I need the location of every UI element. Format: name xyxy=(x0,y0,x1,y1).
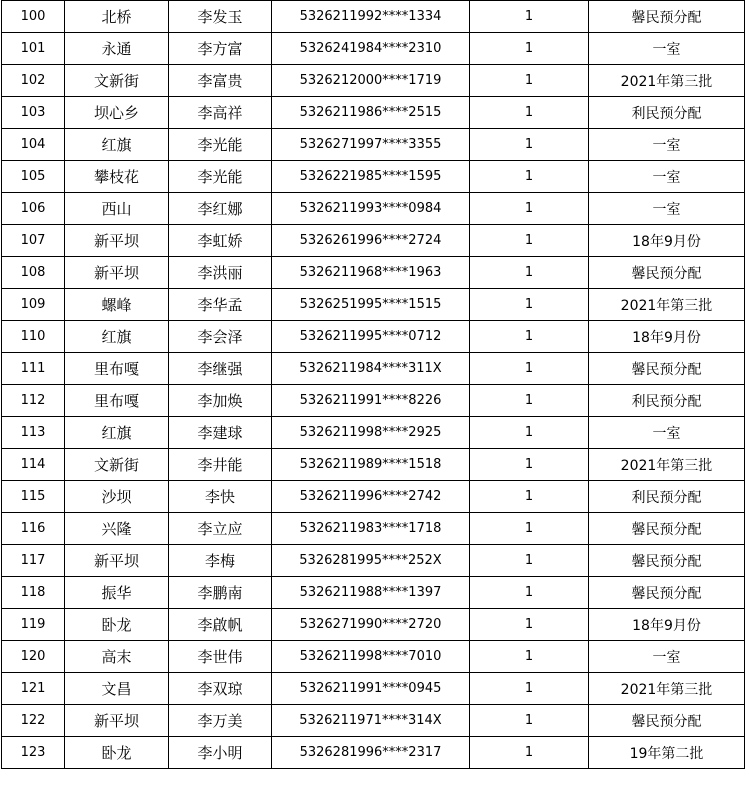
note-cell: 18年9月份 xyxy=(589,321,745,353)
note-cell: 18年9月份 xyxy=(589,609,745,641)
table-row xyxy=(2,33,745,65)
row-number: 108 xyxy=(2,257,65,289)
quantity-cell: 1 xyxy=(470,65,589,97)
table-row xyxy=(2,449,745,481)
quantity-cell: 1 xyxy=(470,481,589,513)
id-number-cell: 5326211988****1397 xyxy=(272,577,470,609)
person-name-cell: 李井能 xyxy=(169,449,272,481)
table-row xyxy=(2,673,745,705)
note-cell: 馨民预分配 xyxy=(589,705,745,737)
table-row xyxy=(2,705,745,737)
quantity-cell: 1 xyxy=(470,1,589,33)
id-number-cell: 5326281996****2317 xyxy=(272,737,470,769)
area-cell: 沙坝 xyxy=(65,481,169,513)
id-number-cell: 5326211971****314X xyxy=(272,705,470,737)
person-name-cell: 李建球 xyxy=(169,417,272,449)
note-cell: 2021年第三批 xyxy=(589,449,745,481)
note-cell: 馨民预分配 xyxy=(589,1,745,33)
area-cell: 坝心乡 xyxy=(65,97,169,129)
person-name-cell: 李快 xyxy=(169,481,272,513)
person-name-cell: 李双琼 xyxy=(169,673,272,705)
id-number-cell: 5326211992****1334 xyxy=(272,1,470,33)
row-number: 115 xyxy=(2,481,65,513)
row-number: 102 xyxy=(2,65,65,97)
area-cell: 振华 xyxy=(65,577,169,609)
area-cell: 兴隆 xyxy=(65,513,169,545)
row-number: 100 xyxy=(2,1,65,33)
quantity-cell: 1 xyxy=(470,545,589,577)
id-number-cell: 5326211996****2742 xyxy=(272,481,470,513)
person-name-cell: 李加焕 xyxy=(169,385,272,417)
note-cell: 一室 xyxy=(589,129,745,161)
area-cell: 红旗 xyxy=(65,129,169,161)
quantity-cell: 1 xyxy=(470,97,589,129)
table-row xyxy=(2,481,745,513)
area-cell: 永通 xyxy=(65,33,169,65)
id-number-cell: 5326271997****3355 xyxy=(272,129,470,161)
row-number: 118 xyxy=(2,577,65,609)
note-cell: 2021年第三批 xyxy=(589,289,745,321)
id-number-cell: 5326211998****2925 xyxy=(272,417,470,449)
note-cell: 一室 xyxy=(589,417,745,449)
area-cell: 红旗 xyxy=(65,417,169,449)
table-row xyxy=(2,609,745,641)
note-cell: 利民预分配 xyxy=(589,481,745,513)
person-name-cell: 李富贵 xyxy=(169,65,272,97)
person-name-cell: 李继强 xyxy=(169,353,272,385)
person-name-cell: 李万美 xyxy=(169,705,272,737)
table-row xyxy=(2,385,745,417)
table-row xyxy=(2,161,745,193)
quantity-cell: 1 xyxy=(470,609,589,641)
table-row xyxy=(2,193,745,225)
allocation-table xyxy=(1,0,745,769)
area-cell: 北桥 xyxy=(65,1,169,33)
quantity-cell: 1 xyxy=(470,577,589,609)
note-cell: 馨民预分配 xyxy=(589,353,745,385)
row-number: 123 xyxy=(2,737,65,769)
row-number: 111 xyxy=(2,353,65,385)
row-number: 101 xyxy=(2,33,65,65)
row-number: 105 xyxy=(2,161,65,193)
person-name-cell: 李会泽 xyxy=(169,321,272,353)
quantity-cell: 1 xyxy=(470,353,589,385)
row-number: 120 xyxy=(2,641,65,673)
table-row xyxy=(2,321,745,353)
row-number: 112 xyxy=(2,385,65,417)
area-cell: 卧龙 xyxy=(65,737,169,769)
person-name-cell: 李世伟 xyxy=(169,641,272,673)
table-row xyxy=(2,577,745,609)
note-cell: 利民预分配 xyxy=(589,385,745,417)
note-cell: 一室 xyxy=(589,161,745,193)
id-number-cell: 5326211986****2515 xyxy=(272,97,470,129)
quantity-cell: 1 xyxy=(470,417,589,449)
table-row xyxy=(2,257,745,289)
area-cell: 螺峰 xyxy=(65,289,169,321)
quantity-cell: 1 xyxy=(470,289,589,321)
area-cell: 新平坝 xyxy=(65,225,169,257)
row-number: 122 xyxy=(2,705,65,737)
quantity-cell: 1 xyxy=(470,129,589,161)
id-number-cell: 5326211991****0945 xyxy=(272,673,470,705)
quantity-cell: 1 xyxy=(470,705,589,737)
table-row xyxy=(2,225,745,257)
quantity-cell: 1 xyxy=(470,385,589,417)
person-name-cell: 李高祥 xyxy=(169,97,272,129)
row-number: 113 xyxy=(2,417,65,449)
id-number-cell: 5326221985****1595 xyxy=(272,161,470,193)
row-number: 114 xyxy=(2,449,65,481)
note-cell: 利民预分配 xyxy=(589,97,745,129)
person-name-cell: 李方富 xyxy=(169,33,272,65)
note-cell: 19年第二批 xyxy=(589,737,745,769)
row-number: 116 xyxy=(2,513,65,545)
person-name-cell: 李啟帆 xyxy=(169,609,272,641)
id-number-cell: 5326211984****311X xyxy=(272,353,470,385)
area-cell: 文新街 xyxy=(65,65,169,97)
row-number: 104 xyxy=(2,129,65,161)
quantity-cell: 1 xyxy=(470,737,589,769)
quantity-cell: 1 xyxy=(470,513,589,545)
id-number-cell: 5326211989****1518 xyxy=(272,449,470,481)
table-row xyxy=(2,417,745,449)
quantity-cell: 1 xyxy=(470,225,589,257)
area-cell: 新平坝 xyxy=(65,705,169,737)
person-name-cell: 李鹏南 xyxy=(169,577,272,609)
area-cell: 文昌 xyxy=(65,673,169,705)
table-row xyxy=(2,129,745,161)
quantity-cell: 1 xyxy=(470,161,589,193)
table-row xyxy=(2,65,745,97)
person-name-cell: 李红娜 xyxy=(169,193,272,225)
note-cell: 2021年第三批 xyxy=(589,673,745,705)
person-name-cell: 李光能 xyxy=(169,129,272,161)
person-name-cell: 李光能 xyxy=(169,161,272,193)
quantity-cell: 1 xyxy=(470,673,589,705)
table-body xyxy=(2,1,745,769)
quantity-cell: 1 xyxy=(470,321,589,353)
area-cell: 里布嘎 xyxy=(65,385,169,417)
note-cell: 2021年第三批 xyxy=(589,65,745,97)
row-number: 107 xyxy=(2,225,65,257)
row-number: 103 xyxy=(2,97,65,129)
id-number-cell: 5326211968****1963 xyxy=(272,257,470,289)
note-cell: 一室 xyxy=(589,193,745,225)
id-number-cell: 5326212000****1719 xyxy=(272,65,470,97)
table-row xyxy=(2,1,745,33)
person-name-cell: 李小明 xyxy=(169,737,272,769)
note-cell: 馨民预分配 xyxy=(589,545,745,577)
note-cell: 馨民预分配 xyxy=(589,257,745,289)
row-number: 119 xyxy=(2,609,65,641)
row-number: 121 xyxy=(2,673,65,705)
id-number-cell: 5326261996****2724 xyxy=(272,225,470,257)
quantity-cell: 1 xyxy=(470,257,589,289)
person-name-cell: 李立应 xyxy=(169,513,272,545)
quantity-cell: 1 xyxy=(470,33,589,65)
quantity-cell: 1 xyxy=(470,193,589,225)
person-name-cell: 李洪丽 xyxy=(169,257,272,289)
table-row xyxy=(2,353,745,385)
id-number-cell: 5326251995****1515 xyxy=(272,289,470,321)
row-number: 109 xyxy=(2,289,65,321)
row-number: 110 xyxy=(2,321,65,353)
table-row xyxy=(2,97,745,129)
note-cell: 18年9月份 xyxy=(589,225,745,257)
id-number-cell: 5326281995****252X xyxy=(272,545,470,577)
note-cell: 一室 xyxy=(589,33,745,65)
note-cell: 一室 xyxy=(589,641,745,673)
table-row xyxy=(2,513,745,545)
id-number-cell: 5326271990****2720 xyxy=(272,609,470,641)
area-cell: 新平坝 xyxy=(65,257,169,289)
table-row xyxy=(2,737,745,769)
area-cell: 里布嘎 xyxy=(65,353,169,385)
table-row xyxy=(2,545,745,577)
person-name-cell: 李发玉 xyxy=(169,1,272,33)
id-number-cell: 5326211983****1718 xyxy=(272,513,470,545)
area-cell: 文新街 xyxy=(65,449,169,481)
area-cell: 攀枝花 xyxy=(65,161,169,193)
row-number: 106 xyxy=(2,193,65,225)
id-number-cell: 5326211995****0712 xyxy=(272,321,470,353)
table-row xyxy=(2,289,745,321)
quantity-cell: 1 xyxy=(470,449,589,481)
id-number-cell: 5326241984****2310 xyxy=(272,33,470,65)
area-cell: 红旗 xyxy=(65,321,169,353)
area-cell: 新平坝 xyxy=(65,545,169,577)
quantity-cell: 1 xyxy=(470,641,589,673)
area-cell: 高末 xyxy=(65,641,169,673)
person-name-cell: 李梅 xyxy=(169,545,272,577)
id-number-cell: 5326211998****7010 xyxy=(272,641,470,673)
row-number: 117 xyxy=(2,545,65,577)
area-cell: 卧龙 xyxy=(65,609,169,641)
note-cell: 馨民预分配 xyxy=(589,513,745,545)
person-name-cell: 李华孟 xyxy=(169,289,272,321)
id-number-cell: 5326211991****8226 xyxy=(272,385,470,417)
note-cell: 馨民预分配 xyxy=(589,577,745,609)
person-name-cell: 李虹娇 xyxy=(169,225,272,257)
id-number-cell: 5326211993****0984 xyxy=(272,193,470,225)
table-row xyxy=(2,641,745,673)
area-cell: 西山 xyxy=(65,193,169,225)
